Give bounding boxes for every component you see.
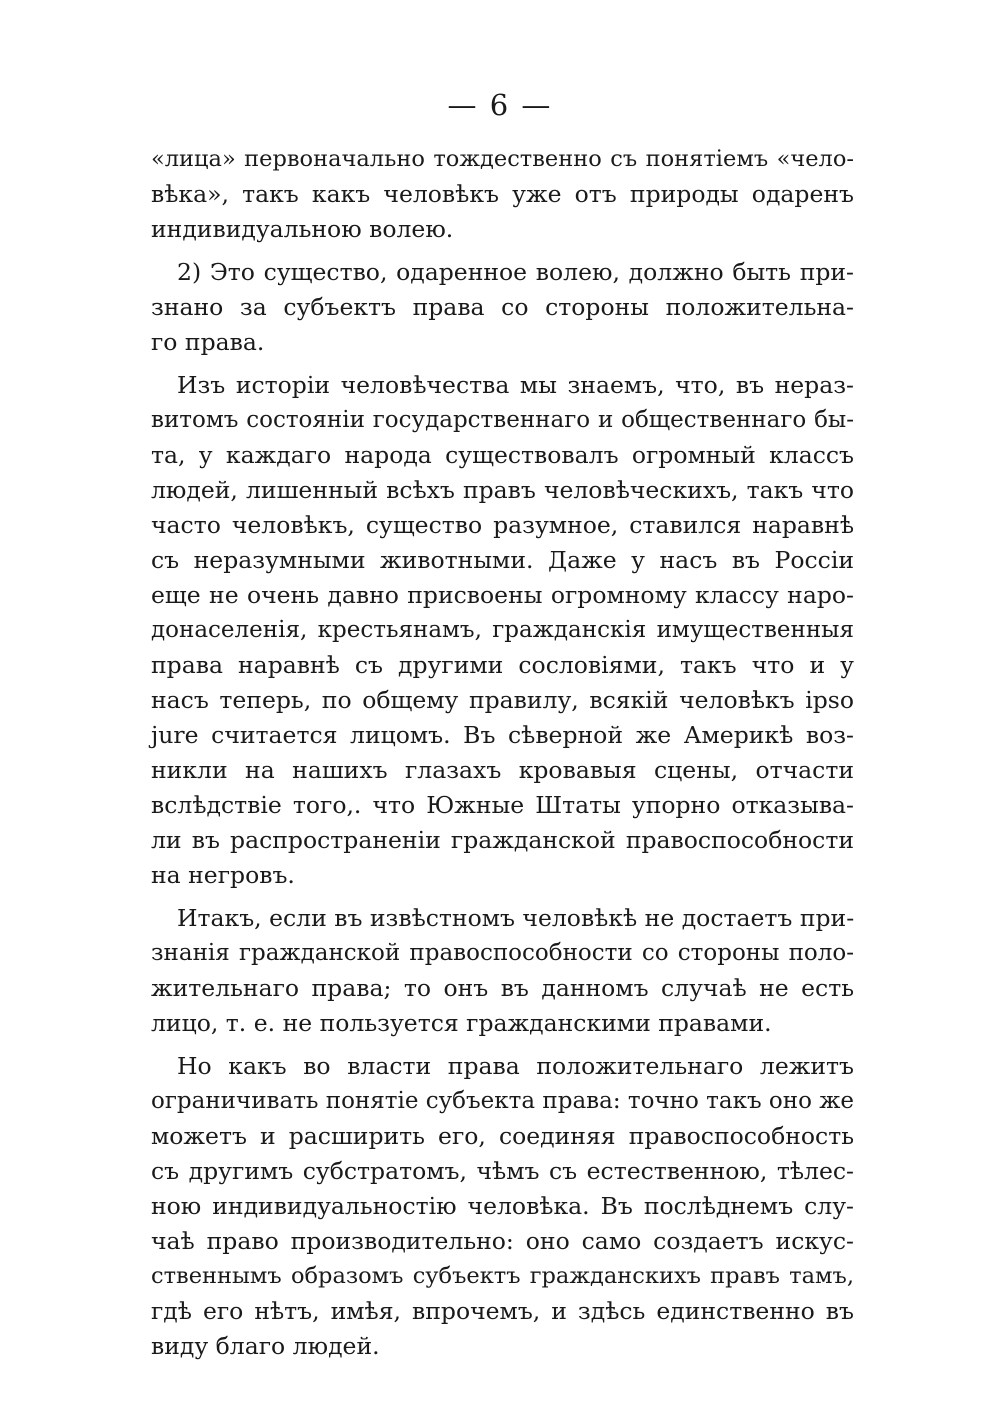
text-line: лицо, т. е. не пользуется гражданскими правами. — [151, 1009, 772, 1037]
paragraph — [151, 368, 854, 893]
text-line: еще не очень давно присвоены огромному классу наро- — [151, 581, 854, 609]
text-line: знанія гражданской правоспособности со стороны поло- — [151, 940, 854, 966]
text-line: Итакъ, если въ извѣстномъ человѣкѣ не достаетъ при- — [177, 904, 855, 932]
text-line: ли въ распространеніи гражданской правоспособности — [151, 826, 854, 854]
text-line: насъ теперь, по общему правилу, всякій человѣкъ ipso — [151, 686, 854, 714]
text-line: на негровъ. — [151, 861, 295, 889]
text-line: чаѣ право производительно: оно само создаетъ искус- — [151, 1227, 854, 1255]
text-line: ственнымъ образомъ субъектъ гражданскихъ правъ тамъ, — [151, 1263, 854, 1289]
paragraph — [151, 142, 854, 247]
text-line: «лица» первоначально тождественно съ понятіемъ «чело- — [151, 146, 854, 172]
text-line: съ неразумными животными. Даже у насъ въ Россіи — [151, 546, 854, 574]
text-line: индивидуальною волею. — [151, 215, 454, 243]
page-body — [151, 142, 854, 1364]
paragraph — [151, 901, 854, 1041]
text-line: гдѣ его нѣтъ, имѣя, впрочемъ, и здѣсь единственно въ — [151, 1297, 854, 1325]
text-line: витомъ состояніи государственнаго и общественнаго бы- — [151, 407, 854, 433]
text-line: людей, лишенный всѣхъ правъ человѣческихъ, такъ что — [151, 476, 854, 504]
text-line: та, у каждаго народа существовалъ огромный классъ — [151, 441, 854, 469]
page-number: — 6 — — [447, 88, 553, 122]
text-line: можетъ и расширить его, соединяя правоспособность — [151, 1122, 854, 1150]
text-line: го права. — [151, 328, 265, 356]
text-line: жительнаго права; то онъ въ данномъ случаѣ не есть — [151, 974, 854, 1002]
text-line: 2) Это существо, одаренное волею, должно быть при- — [177, 258, 854, 286]
text-line: съ другимъ субстратомъ, чѣмъ съ естественною, тѣлес- — [151, 1157, 854, 1185]
text-line: jure считается лицомъ. Въ сѣверной же Америкѣ воз- — [151, 721, 854, 749]
text-line: часто человѣкъ, существо разумное, ставился наравнѣ — [151, 511, 854, 539]
text-line: никли на нашихъ глазахъ кровавыя сцены, отчасти — [151, 756, 854, 784]
text-line: донаселенія, крестьянамъ, гражданскія имущественныя — [151, 617, 854, 643]
paragraph — [151, 255, 854, 360]
text-line: Но какъ во власти права положительнаго лежитъ — [177, 1052, 854, 1080]
text-line: ограничивать понятіе субъекта права: точно такъ оно же — [151, 1088, 855, 1114]
text-line: ною индивидуальностію человѣка. Въ послѣднемъ слу- — [151, 1192, 854, 1220]
text-line: вѣка», такъ какъ человѣкъ уже отъ природы одаренъ — [151, 180, 854, 208]
text-line: виду благо людей. — [151, 1332, 380, 1360]
text-line: права наравнѣ съ другими сословіями, такъ что и у — [151, 651, 854, 679]
text-line: вслѣдствіе того,. что Южные Штаты упорно отказыва- — [151, 791, 854, 819]
text-line: знано за субъектъ права со стороны положительна- — [151, 293, 854, 321]
text-line: Изъ исторіи человѣчества мы знаемъ, что, въ нераз- — [177, 371, 854, 399]
paragraph — [151, 1049, 854, 1364]
